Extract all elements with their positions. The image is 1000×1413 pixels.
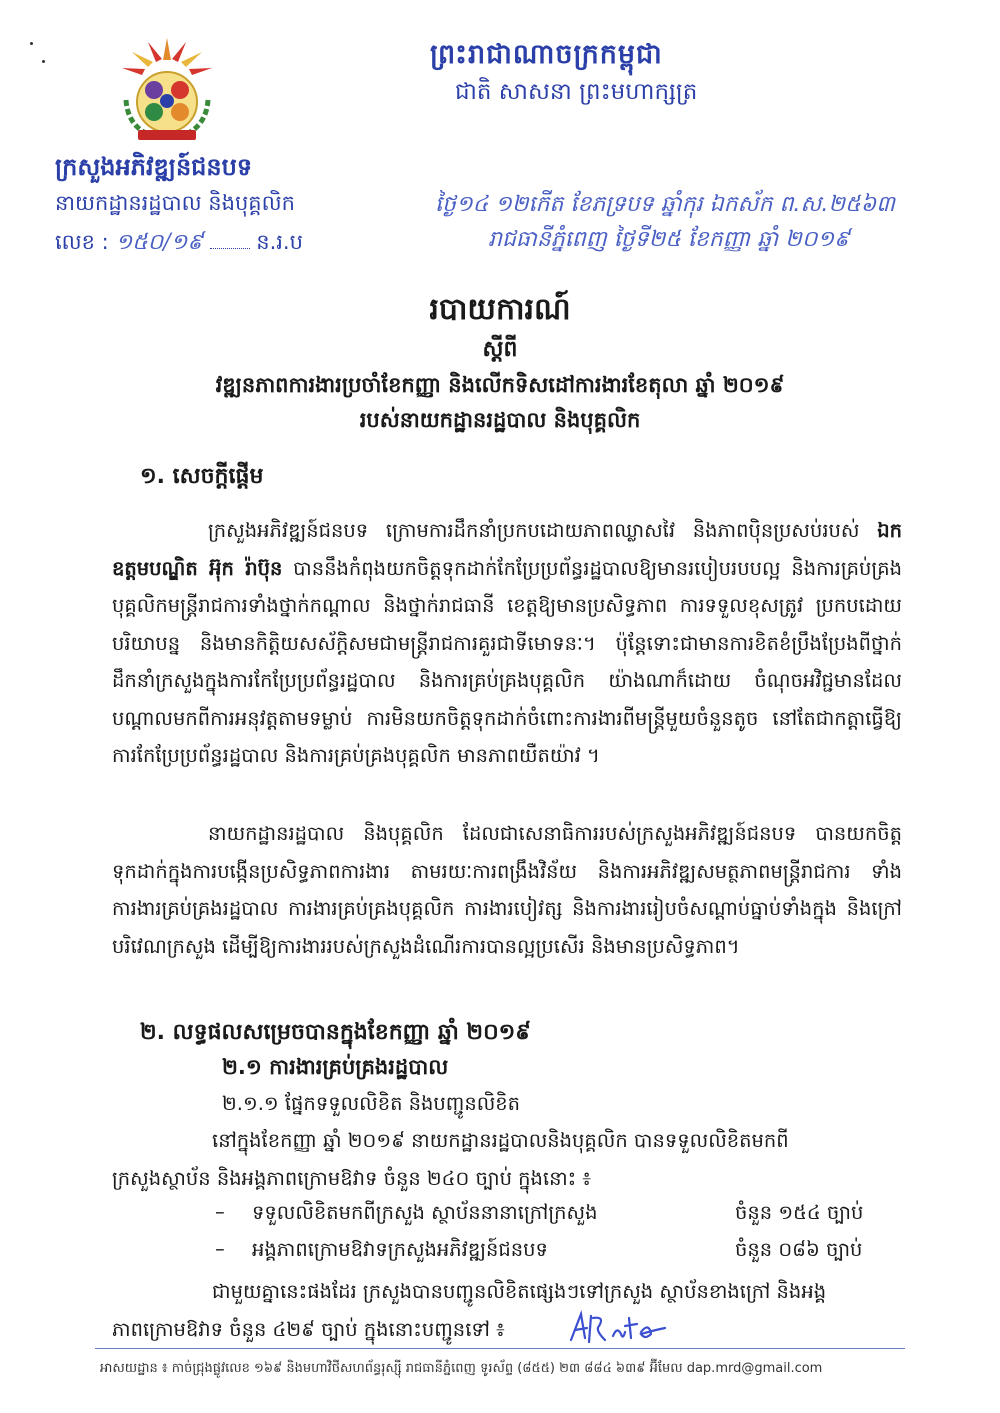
national-motto: ជាតិ សាសនា ព្រះមហាក្សត្រ (455, 79, 698, 105)
list-item-dash: – (215, 1200, 225, 1223)
list-item-label: អង្គភាពក្រោមឱវាទក្រសួងអភិវឌ្ឍន៍ជនបទ (252, 1238, 548, 1261)
ministry-logo (108, 30, 226, 148)
letters-outro-b: ភាពក្រោមឱវាទ ចំនួន ៤២៩ ច្បាប់ ក្នុងនោះបញ្ជូនទៅ ៖ (112, 1318, 505, 1341)
footer-address: អាសយដ្ឋាន ៖ កាច់ជ្រុងផ្លូវលេខ ១៦៩ និងមហាវិថីសហព័ន្ធរុស្ស៊ី រាជធានីភ្នំពេញ ទូរស័ព្ទ (៨៥៥) ២៣ ៨៨៤ ៦៣៩ អ៊ីមែល dap.mrd@gmail.com (100, 1361, 823, 1376)
solar-date: រាជធានីភ្នំពេញ ថ្ងៃទី២៥ ខែកញ្ញា ឆ្នាំ ២០១៩ (488, 227, 850, 252)
subsection-2-1: ២.១ ការងារគ្រប់គ្រងរដ្ឋបាល (222, 1055, 449, 1079)
letters-intro-a: នៅក្នុងខែកញ្ញា ឆ្នាំ ២០១៩ នាយកដ្ឋានរដ្ឋបាលនិងបុគ្គលិក បានទទួលលិខិតមកពី (212, 1129, 789, 1152)
ref-number: ១៥០/១៩ (115, 230, 203, 255)
list-item-count: ចំនួន ១៥៤ ច្បាប់ (735, 1201, 864, 1224)
lunar-date: ថ្ងៃ១៤ ១២កើត ខែភទ្របទ ឆ្នាំកុរ ឯកស័ក ព.ស.២៥៦៣ (435, 192, 895, 217)
report-title: របាយការណ៍ (429, 292, 571, 327)
stray-mark (30, 42, 33, 45)
letters-intro-b: ក្រសួងស្ថាប័ន និងអង្គភាពក្រោមឱវាទ ចំនួន ២៤០ ច្បាប់ ក្នុងនោះ ៖ (112, 1167, 591, 1190)
footer-divider (95, 1348, 905, 1349)
department-name: នាយកដ្ឋានរដ្ឋបាល និងបុគ្គលិក (55, 191, 295, 215)
sunburst-rays (122, 38, 212, 75)
handwritten-signature (565, 1308, 675, 1348)
stray-mark (42, 60, 45, 63)
p1-rest: បាននឹងកំពុងយកចិត្តទុកដាក់កែប្រែប្រព័ន្ធរដ្ឋបាលឱ្យមានរបៀបរបបល្អ និងការគ្រប់គ្រងបុគ្គលិកមន្ត្រីរាជការទាំងថ្នាក់កណ្ដាល និងថ្នាក់រាជធានី ខេត្តឱ្យមានប្រសិទ្ធភាព ការទទួលខុសត្រូវ ប្រកបដោយបរិយាបន្ន និងមានកិត្តិយសស័ក្តិសមជាមន្ត្រីរាជការគួរជាទីមោទនៈ។ ប៉ុន្តែទោះជាមានការខិតខំប្រឹងប្រែងពីថ្នាក់ដឹកនាំក្រសួងក្នុងការកែប្រែប្រព័ន្ធរដ្ឋបាល និងការគ្រប់គ្រងបុគ្គលិក យ៉ាងណាក៏ដោយ ចំណុចអវិជ្ជមានដែលបណ្ដាលមកពីការអនុវត្តតាមទម្លាប់ ការមិនយកចិត្តទុកដាក់ចំពោះការងារពីមន្ត្រីមួយចំនួនតូច នៅតែជាកត្តាធ្វើឱ្យការកែប្រែប្រព័ន្ធរដ្ឋបាល និងការគ្រប់គ្រងបុគ្គលិក មានភាពយឺតយ៉ាវ ។ (112, 556, 902, 767)
list-item-dash: – (215, 1237, 225, 1260)
list-item-count: ចំនួន ០៨៦ ច្បាប់ (735, 1238, 863, 1261)
kingdom-title: ព្រះរាជាណាចក្រកម្ពុជា (430, 39, 663, 70)
intro-paragraph-2: នាយកដ្ឋានរដ្ឋបាល និងបុគ្គលិក ដែលជាសេនាធិការរបស់ក្រសួងអភិវឌ្ឍន៍ជនបទ បានយកចិត្តទុកដាក់ក្នុងការបង្កើនប្រសិទ្ធភាពការងារ តាមរយៈការពង្រឹងវិន័យ និងការអភិវឌ្ឍសមត្ថភាពមន្ត្រីរាជការ ទាំងការងារគ្រប់គ្រងរដ្ឋបាល ការងារគ្រប់គ្រងបុគ្គលិក ការងារបៀវត្ស និងការងាររៀបចំសណ្ដាប់ធ្នាប់ទាំងក្នុង និងក្រៅបរិវេណក្រសួង ដើម្បីឱ្យការងាររបស់ក្រសួងដំណើរការបានល្អប្រសើរ និងមានប្រសិទ្ធភាព។ (112, 822, 902, 958)
letters-outro-a: ជាមួយគ្នានេះផងដែរ ក្រសួងបានបញ្ជូនលិខិតផ្សេងៗទៅក្រសួង ស្ថាប័នខាងក្រៅ និងអង្គ (212, 1280, 827, 1303)
reference-line (55, 228, 303, 260)
ref-suffix: ន.រ.ប (256, 230, 303, 254)
list-item-label: ទទួលលិខិតមកពីក្រសួង ស្ថាប័ននានាក្រៅក្រសួង (252, 1201, 598, 1224)
ministry-name: ក្រសួងអភិវឌ្ឍន៍ជនបទ (55, 153, 253, 181)
section-2-heading: ២. លទ្ធផលសម្រេចបានក្នុងខែកញ្ញា ឆ្នាំ ២០១៩ (140, 1020, 531, 1045)
ref-label: លេខ : (55, 230, 109, 254)
subsection-2-1-1: ២.១.១ ផ្នែកទទួលលិខិត និងបញ្ជូនលិខិត (222, 1092, 521, 1115)
p1-start: ក្រសួងអភិវឌ្ឍន៍ជនបទ ក្រោមការដឹកនាំប្រកបដោយភាពឈ្លាសវៃ និងភាពប៉ិនប្រសប់របស់ (208, 519, 860, 542)
section-1-heading: ១. សេចក្ដីផ្ដើម (140, 464, 264, 489)
minister-name: ឯកឧត្តមបណ្ឌិត អ៊ុក រ៉ាប៊ុន (112, 519, 902, 580)
subject-label: ស្ដីពី (482, 337, 518, 362)
subject-line-2: របស់នាយកដ្ឋានរដ្ឋបាល និងបុគ្គលិក (359, 408, 641, 432)
subject-line-1: វឌ្ឍនភាពការងារប្រចាំខែកញ្ញា និងលើកទិសដៅការងារខែតុលា ឆ្នាំ ២០១៩ (215, 373, 785, 397)
intro-paragraph-1 (112, 512, 902, 775)
